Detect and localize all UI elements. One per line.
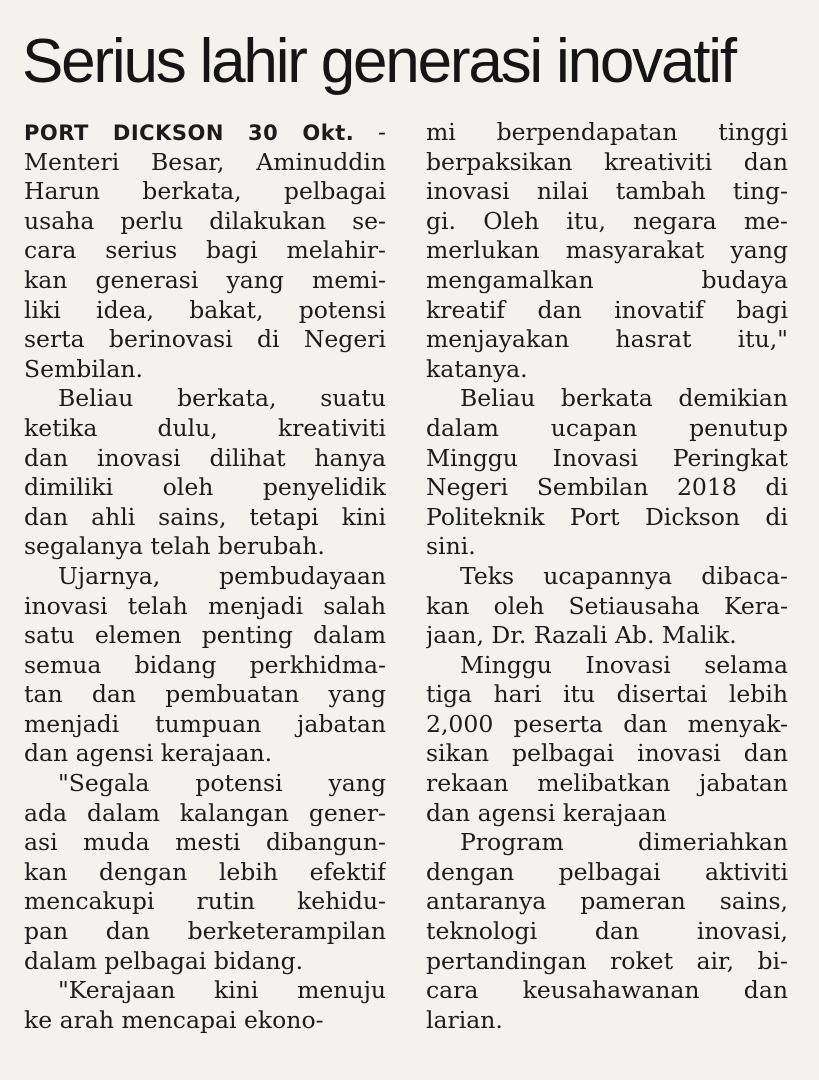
paragraph-line: ketika dulu, kreativiti: [24, 413, 386, 442]
paragraph: [426, 384, 788, 562]
paragraph-line: segalanya telah berubah.: [24, 532, 325, 561]
paragraph-line: pertandingan roket air, bi-: [426, 946, 788, 975]
paragraph-line: gi. Oleh itu, negara me-: [426, 206, 788, 235]
paragraph: [24, 118, 386, 384]
paragraph: [426, 562, 788, 651]
paragraph-line: "Segala potensi yang: [58, 769, 386, 798]
article-column-right: [426, 118, 788, 1035]
paragraph-line: menjayakan hasrat itu,": [426, 325, 788, 354]
paragraph-line: Negeri Sembilan 2018 di: [426, 473, 788, 502]
paragraph-line: dan agensi kerajaan.: [24, 739, 273, 768]
paragraph-line: Sembilan.: [24, 354, 143, 383]
paragraph-line: jaan, Dr. Razali Ab. Malik.: [426, 621, 737, 650]
paragraph-line: menjadi tumpuan jabatan: [24, 709, 386, 738]
paragraph-line: [24, 118, 386, 148]
paragraph: [24, 769, 386, 976]
paragraph-line: sikan pelbagai inovasi dan: [426, 739, 788, 768]
article-column-left: [24, 118, 386, 1035]
paragraph-line: Politeknik Port Dickson di: [426, 502, 788, 531]
paragraph-line: dan agensi kerajaan: [426, 798, 667, 827]
paragraph-line: Ujarnya, pembudayaan: [58, 561, 386, 590]
paragraph-line: Beliau berkata, suatu: [58, 384, 386, 413]
paragraph-line: cara serius bagi melahir-: [24, 236, 386, 265]
paragraph-line: liki idea, bakat, potensi: [24, 295, 386, 324]
paragraph-line: Minggu Inovasi selama: [460, 650, 788, 679]
paragraph-line: Minggu Inovasi Peringkat: [426, 443, 788, 472]
headline: Serius lahir generasi inovatif: [22, 27, 735, 96]
paragraph-line: inovasi nilai tambah ting-: [426, 177, 788, 206]
paragraph-line: dimiliki oleh penyelidik: [24, 473, 386, 502]
paragraph: [24, 976, 386, 1035]
paragraph-line: "Kerajaan kini menuju: [58, 976, 386, 1005]
paragraph-line: kan oleh Setiausaha Kera-: [426, 591, 788, 620]
paragraph: [24, 562, 386, 769]
paragraph-line: inovasi telah menjadi salah: [24, 591, 386, 620]
paragraph-line: cara keusahawanan dan: [426, 976, 788, 1005]
paragraph-line: berpaksikan kreativiti dan: [426, 147, 788, 176]
paragraph-line: asi muda mesti dibangun-: [24, 828, 386, 857]
paragraph-line: sini.: [426, 532, 476, 561]
paragraph: [426, 118, 788, 384]
paragraph-line: dan ahli sains, tetapi kini: [24, 502, 386, 531]
paragraph-line: satu elemen penting dalam: [24, 621, 386, 650]
paragraph-line: pan dan berketerampilan: [24, 917, 386, 946]
paragraph-line: tiga hari itu disertai lebih: [426, 680, 788, 709]
paragraph: [426, 828, 788, 1035]
paragraph-line: Beliau berkata demikian: [460, 384, 788, 413]
paragraph-line: ke arah mencapai ekono-: [24, 1005, 324, 1034]
paragraph-line: Teks ucapannya dibaca-: [460, 561, 788, 590]
dateline-dash: -: [354, 118, 386, 146]
paragraph-line: teknologi dan inovasi,: [426, 917, 788, 946]
paragraph-line: kan dengan lebih efektif: [24, 857, 386, 886]
paragraph-line: dalam ucapan penutup: [426, 413, 788, 442]
paragraph-line: Harun berkata, pelbagai: [24, 177, 386, 206]
paragraph-line: tan dan pembuatan yang: [24, 680, 386, 709]
paragraph-line: dalam pelbagai bidang.: [24, 946, 304, 975]
paragraph: [24, 384, 386, 562]
dateline: PORT DICKSON 30 Okt.: [24, 121, 355, 145]
paragraph-line: semua bidang perkhidma-: [24, 650, 386, 679]
paragraph-line: rekaan melibatkan jabatan: [426, 769, 788, 798]
paragraph-line: dan inovasi dilihat hanya: [24, 443, 386, 472]
paragraph-line: dengan pelbagai aktiviti: [426, 857, 788, 886]
paragraph: [426, 651, 788, 829]
paragraph-line: antaranya pameran sains,: [426, 887, 788, 916]
paragraph-line: kan generasi yang memi-: [24, 265, 386, 294]
paragraph-line: serta berinovasi di Negeri: [24, 325, 386, 354]
paragraph-line: mengamalkan budaya: [426, 265, 788, 294]
paragraph-line: ada dalam kalangan gener-: [24, 798, 386, 827]
paragraph-line: Program dimeriahkan: [460, 828, 788, 857]
paragraph-line: katanya.: [426, 354, 528, 383]
paragraph-line: 2,000 peserta dan menyak-: [426, 709, 788, 738]
paragraph-line: usaha perlu dilakukan se-: [24, 206, 386, 235]
paragraph-line: Menteri Besar, Aminuddin: [24, 147, 386, 176]
paragraph-line: larian.: [426, 1005, 503, 1034]
paragraph-line: kreatif dan inovatif bagi: [426, 295, 788, 324]
paragraph-line: mencakupi rutin kehidu-: [24, 887, 386, 916]
paragraph-line: merlukan masyarakat yang: [426, 236, 788, 265]
paragraph-line: mi berpendapatan tinggi: [426, 118, 788, 146]
